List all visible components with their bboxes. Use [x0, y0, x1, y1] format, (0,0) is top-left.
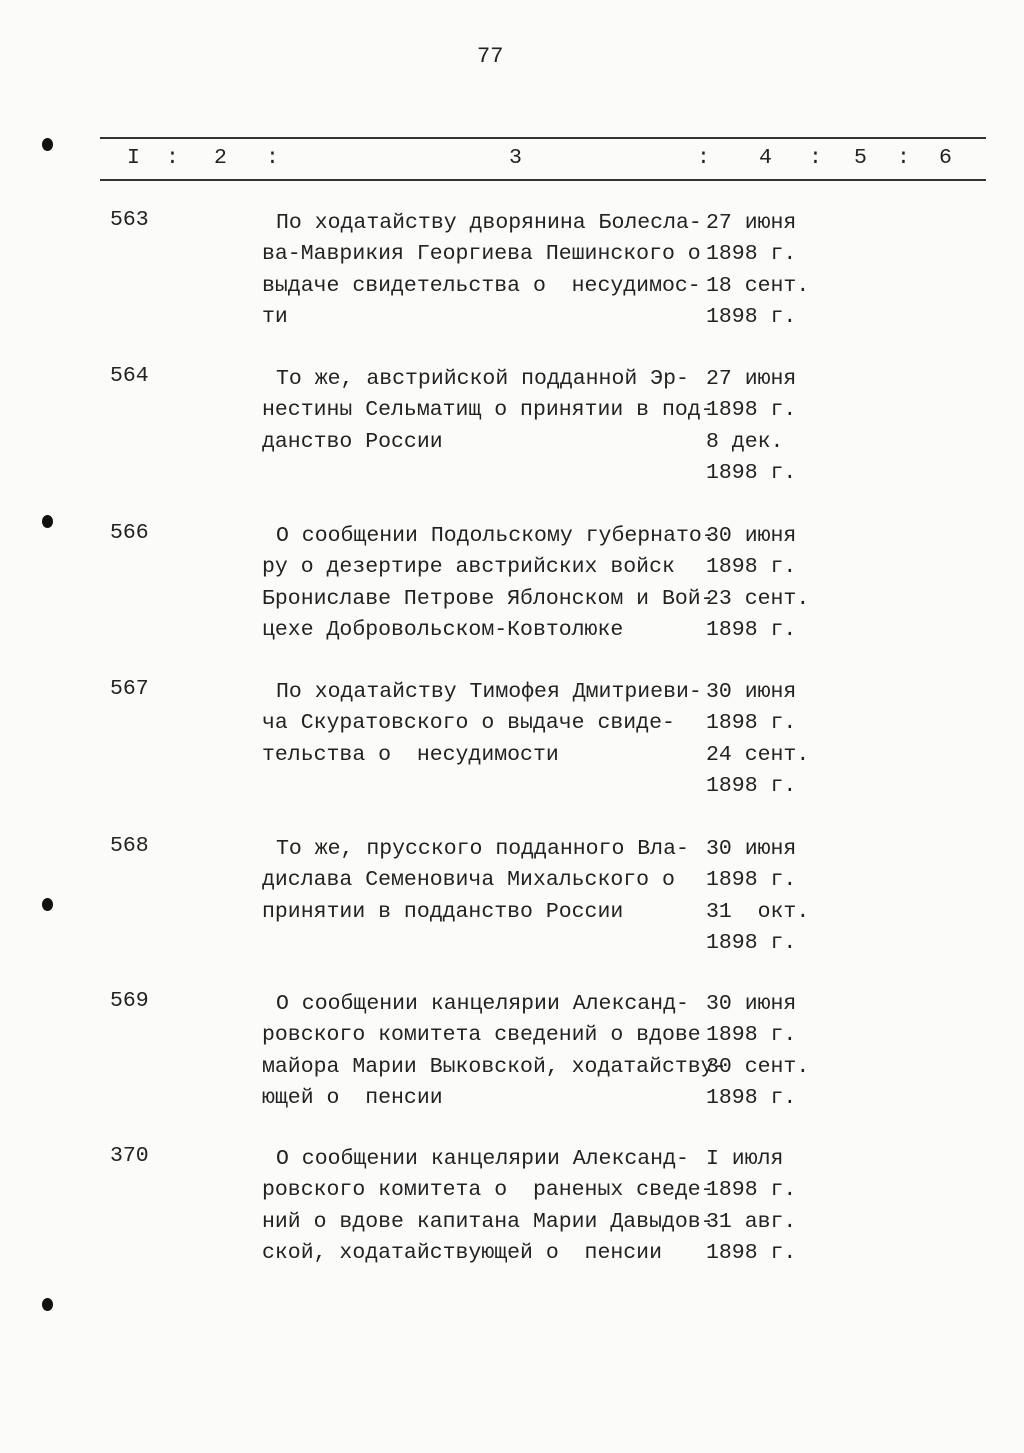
case-number: 569: [110, 989, 149, 1013]
description-line: ний о вдове капитана Марии Давыдов-: [262, 1209, 714, 1234]
date-line: 1898 г.: [706, 1023, 797, 1048]
date-line: 1898 г.: [706, 773, 797, 798]
description-line: ча Скуратовского о выдаче свиде-: [262, 711, 675, 736]
date-line: 1898 г.: [706, 868, 797, 893]
col-separator: :: [809, 146, 822, 170]
description-line: Брониславе Петрове Яблонском и Вой-: [262, 586, 714, 611]
col-header-3: 3: [509, 146, 522, 170]
description-line: По ходатайству дворянина Болесла-: [276, 211, 702, 235]
case-dates: [706, 834, 809, 959]
case-description: [262, 834, 689, 928]
date-line: 1898 г.: [706, 711, 797, 736]
punch-hole: [42, 138, 53, 151]
date-line: 1898 г.: [706, 555, 797, 580]
date-line: 1898 г.: [706, 930, 797, 955]
case-description: [262, 521, 715, 646]
page-number: 77: [477, 44, 504, 69]
date-line: 1898 г.: [706, 242, 797, 267]
date-line: 31 окт.: [706, 899, 810, 924]
description-line: ру о дезертире австрийских войск: [262, 555, 675, 580]
case-dates: [706, 521, 809, 646]
case-dates: [706, 989, 809, 1114]
description-line: О сообщении канцелярии Александ-: [276, 1147, 689, 1171]
date-line: I июля: [706, 1147, 784, 1171]
case-dates: [706, 1144, 796, 1269]
date-line: 1898 г.: [706, 460, 797, 485]
col-separator: :: [166, 146, 179, 170]
description-line: То же, прусского подданного Вла-: [276, 837, 689, 861]
date-line: 1898 г.: [706, 1085, 797, 1110]
description-line: данство России: [262, 429, 443, 454]
description-line: выдаче свидетельства о несудимос-: [262, 273, 701, 298]
punch-hole: [42, 1298, 53, 1311]
case-number: 370: [110, 1144, 149, 1168]
col-header-2: 2: [214, 146, 227, 170]
case-description: [262, 364, 714, 458]
date-line: 30 июня: [706, 992, 797, 1016]
date-line: 1898 г.: [706, 1240, 797, 1265]
description-line: ровского комитета сведений о вдове: [262, 1023, 701, 1048]
col-header-1: I: [127, 146, 140, 170]
description-line: майора Марии Выковской, ходатайству-: [262, 1054, 727, 1079]
col-header-4: 4: [759, 146, 772, 170]
punch-hole: [42, 898, 53, 911]
date-line: 18 сент.: [706, 273, 810, 298]
date-line: 1898 г.: [706, 617, 797, 642]
col-separator: :: [266, 146, 279, 170]
case-description: [262, 1144, 714, 1269]
date-line: 24 сент.: [706, 742, 810, 767]
case-description: [262, 208, 702, 333]
description-line: О сообщении Подольскому губернато-: [276, 524, 715, 548]
description-line: ской, ходатайствующей о пенсии: [262, 1240, 662, 1265]
case-number: 563: [110, 208, 149, 232]
case-description: [262, 989, 726, 1114]
header-top-rule: [100, 137, 986, 139]
date-line: 1898 г.: [706, 1178, 797, 1203]
description-line: нестины Сельматищ о принятии в под-: [262, 398, 714, 423]
description-line: дислава Семеновича Михальского о: [262, 868, 675, 893]
case-dates: [706, 364, 796, 489]
date-line: 1898 г.: [706, 398, 797, 423]
description-line: ровского комитета о раненых сведе-: [262, 1178, 714, 1203]
description-line: ти: [262, 304, 288, 329]
date-line: 31 авг.: [706, 1209, 797, 1234]
date-line: 8 дек.: [706, 429, 784, 454]
col-separator: :: [697, 146, 710, 170]
date-line: 1898 г.: [706, 304, 797, 329]
description-line: тельства о несудимости: [262, 742, 559, 767]
description-line: То же, австрийской подданной Эр-: [276, 367, 689, 391]
description-line: ва-Маврикия Георгиева Пешинского о: [262, 242, 701, 267]
description-line: принятии в подданство России: [262, 899, 624, 924]
col-header-6: 6: [939, 146, 952, 170]
header-bottom-rule: [100, 179, 986, 181]
case-number: 564: [110, 364, 149, 388]
case-dates: [706, 208, 809, 333]
date-line: 30 сент.: [706, 1054, 810, 1079]
case-number: 566: [110, 521, 149, 545]
date-line: 27 июня: [706, 367, 797, 391]
case-dates: [706, 677, 809, 802]
description-line: цехе Добровольском-Ковтолюке: [262, 617, 624, 642]
description-line: ющей о пенсии: [262, 1085, 443, 1110]
case-description: [262, 677, 702, 771]
description-line: По ходатайству Тимофея Дмитриеви-: [276, 680, 702, 704]
case-number: 567: [110, 677, 149, 701]
date-line: 27 июня: [706, 211, 797, 235]
description-line: О сообщении канцелярии Александ-: [276, 992, 689, 1016]
date-line: 30 июня: [706, 680, 797, 704]
col-separator: :: [897, 146, 910, 170]
date-line: 30 июня: [706, 524, 797, 548]
case-number: 568: [110, 834, 149, 858]
col-header-5: 5: [854, 146, 867, 170]
date-line: 23 сент.: [706, 586, 810, 611]
date-line: 30 июня: [706, 837, 797, 861]
punch-hole: [42, 515, 53, 528]
